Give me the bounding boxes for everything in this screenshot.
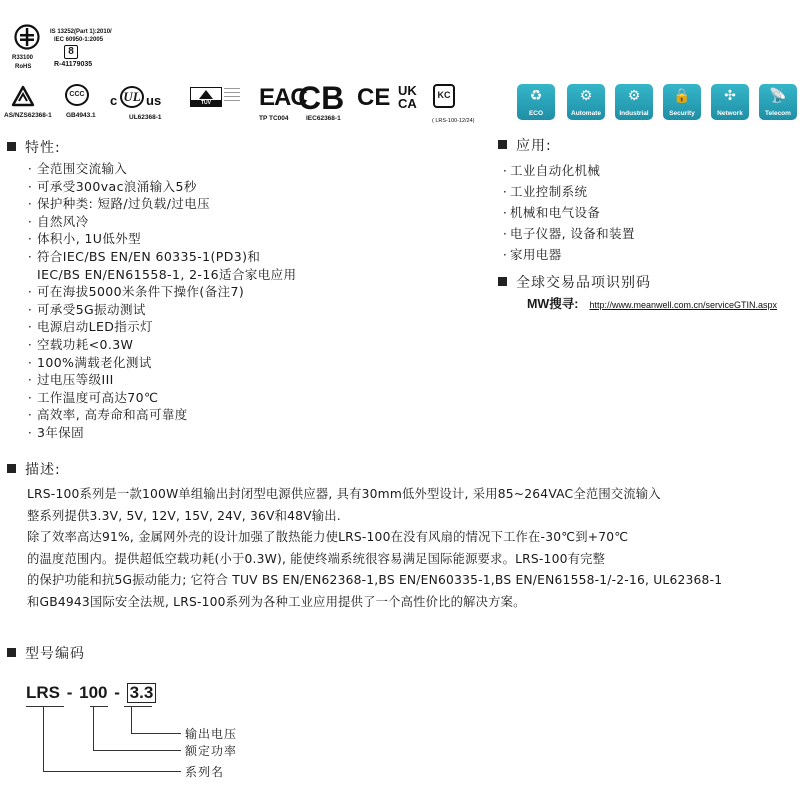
ccc-logo-icon (65, 84, 89, 106)
ccc-mark: CCC (69, 91, 85, 98)
list-item: · 机械和电气设备 (502, 205, 601, 220)
rohs-label: RoHS (15, 64, 32, 70)
list-item: · 家用电器 (502, 247, 562, 262)
list-item: · 可在海拔5000米条件下操作(备注7) (27, 284, 245, 300)
ul-us-mark: us (146, 93, 162, 108)
kc-logo-icon (433, 84, 455, 108)
list-item: · 体积小, 1U低外型 (27, 231, 142, 247)
description-line: 的保护功能和抗5G振动能力; 它符合 TUV BS EN/EN62368-1,BS EN/EN60335-1,BS EN/EN61558-1/-2-16, UL62368-1 (27, 573, 723, 588)
gtin-url-link[interactable]: http://www.meanwell.com.cn/serviceGTIN.aspx (589, 300, 778, 310)
list-item: · 3年保固 (27, 424, 85, 440)
list-item: · 过电压等级III (27, 372, 114, 388)
security-icon: 🔒 Security (663, 84, 701, 120)
features-heading: 特性: (7, 137, 61, 157)
cb-caption: IEC62368-1 (306, 115, 341, 122)
legend-series-name: 系列名 (185, 765, 225, 779)
list-item: · 电子仪器, 设备和装置 (502, 226, 635, 241)
description-line: 的温度范围内。提供超低空载功耗(小于0.3W), 能使终端系统很容易满足国际能源要求。LRS-100有完整 (27, 551, 606, 566)
gtin-label: MW搜寻: (527, 297, 579, 311)
certification-strip (0, 0, 500, 130)
gtin-link-row (527, 293, 777, 312)
section-bullet-icon (7, 464, 16, 473)
list-item: IEC/BS EN/EN61558-1, 2-16适合家电应用 (37, 266, 297, 282)
tuv-text-lines (224, 88, 240, 101)
applications-list (500, 160, 635, 265)
description-line: 除了效率高达91%, 金属网外壳的设计加强了散热能力使LRS-100在没有风扇的情况下工作在-30℃到+70℃ (27, 530, 629, 545)
description-body (27, 484, 787, 614)
list-item: · 工业控制系统 (502, 184, 588, 199)
list-item: · 可承受5G振动测试 (27, 301, 146, 317)
ul-logo-icon: UL (120, 86, 144, 108)
rcm-logo-icon (10, 84, 36, 108)
rcm-caption: AS/NZS62368-1 (4, 112, 52, 119)
list-item: · 保护种类: 短路/过负载/过电压 (27, 196, 211, 212)
model-code-heading: 型号编码 (7, 643, 85, 663)
legend-output-voltage: 输出电压 (185, 727, 238, 741)
description-heading: 描述: (7, 459, 61, 479)
list-item: · 工作温度可高达70℃ (27, 389, 159, 405)
bis-standard-1: IS 13252(Part 1):2010/ (50, 29, 112, 35)
model-separator: - (66, 683, 73, 702)
section-bullet-icon (7, 648, 16, 657)
section-bullet-icon (498, 140, 507, 149)
list-item: · 空载功耗<0.3W (27, 336, 134, 352)
telecom-icon: 📡 Telecom (759, 84, 797, 120)
eco-icon: ♻ ECO (517, 84, 555, 120)
ul-caption: UL62368-1 (129, 114, 162, 121)
applications-heading: 应用: (498, 135, 552, 155)
ce-mark: CE (357, 84, 391, 111)
ccc-caption: GB4943.1 (66, 112, 96, 119)
section-bullet-icon (498, 277, 507, 286)
bis-number: R-41179035 (54, 61, 93, 68)
kc-mark: KC (437, 90, 451, 100)
automate-icon: ⚙ Automate (567, 84, 605, 120)
eac-caption: TP TC004 (259, 115, 289, 122)
list-item: · 符合IEC/BS EN/EN 60335-1(PD3)和 (27, 248, 261, 264)
network-icon: ✣ Network (711, 84, 749, 120)
bis-standard-2: IEC 60950-1:2005 (54, 37, 104, 43)
bsmi-code: R33100 (12, 55, 34, 61)
bis-mark-icon (64, 45, 78, 59)
features-list (23, 160, 483, 442)
list-item: · 全范围交流输入 (27, 161, 128, 176)
description-line: LRS-100系列是一款100W单组输出封闭型电源供应器, 具有30mm低外型设计, 采用85~264VAC全范围交流输入 (27, 487, 661, 501)
description-line: 和GB4943国际安全法规, LRS-100系列为各种工业应用提供了一个高性价比的解决方案。 (27, 594, 526, 609)
cb-mark: CB (298, 80, 345, 116)
gtin-heading: 全球交易品项识别码 (498, 272, 651, 292)
ukca-top: UK (398, 83, 417, 98)
model-separator: - (114, 683, 120, 702)
bsmi-logo-icon (14, 24, 40, 50)
ul-c-mark: c (110, 93, 118, 108)
legend-rated-power: 额定功率 (185, 744, 238, 758)
model-voltage: 3.3 (127, 683, 157, 703)
doc-reference: ( LRS-100-12/24) (432, 118, 475, 124)
list-item: · 可承受300vac浪涌输入5秒 (27, 178, 197, 194)
list-item: · 工业自动化机械 (502, 163, 601, 178)
tuv-logo-icon (190, 87, 222, 107)
industrial-icon: ⚙ Industrial (615, 84, 653, 120)
model-code-example (26, 683, 156, 703)
tuv-caption: TÜV (191, 100, 221, 106)
model-power: 100 (79, 683, 108, 702)
eac-mark: EAC (259, 84, 307, 111)
ukca-bottom: CA (398, 96, 417, 111)
section-bullet-icon (7, 142, 16, 151)
list-item: · 100%满载老化测试 (27, 354, 152, 370)
bis-mark-digit: 8 (68, 46, 74, 57)
description-line: 整系列提供3.3V, 5V, 12V, 15V, 24V, 36V和48V输出. (27, 508, 341, 523)
list-item: · 高效率, 高寿命和高可靠度 (27, 407, 188, 423)
list-item: · 自然风冷 (27, 213, 89, 229)
list-item: · 电源启动LED指示灯 (27, 319, 153, 335)
model-series: LRS (26, 683, 60, 702)
